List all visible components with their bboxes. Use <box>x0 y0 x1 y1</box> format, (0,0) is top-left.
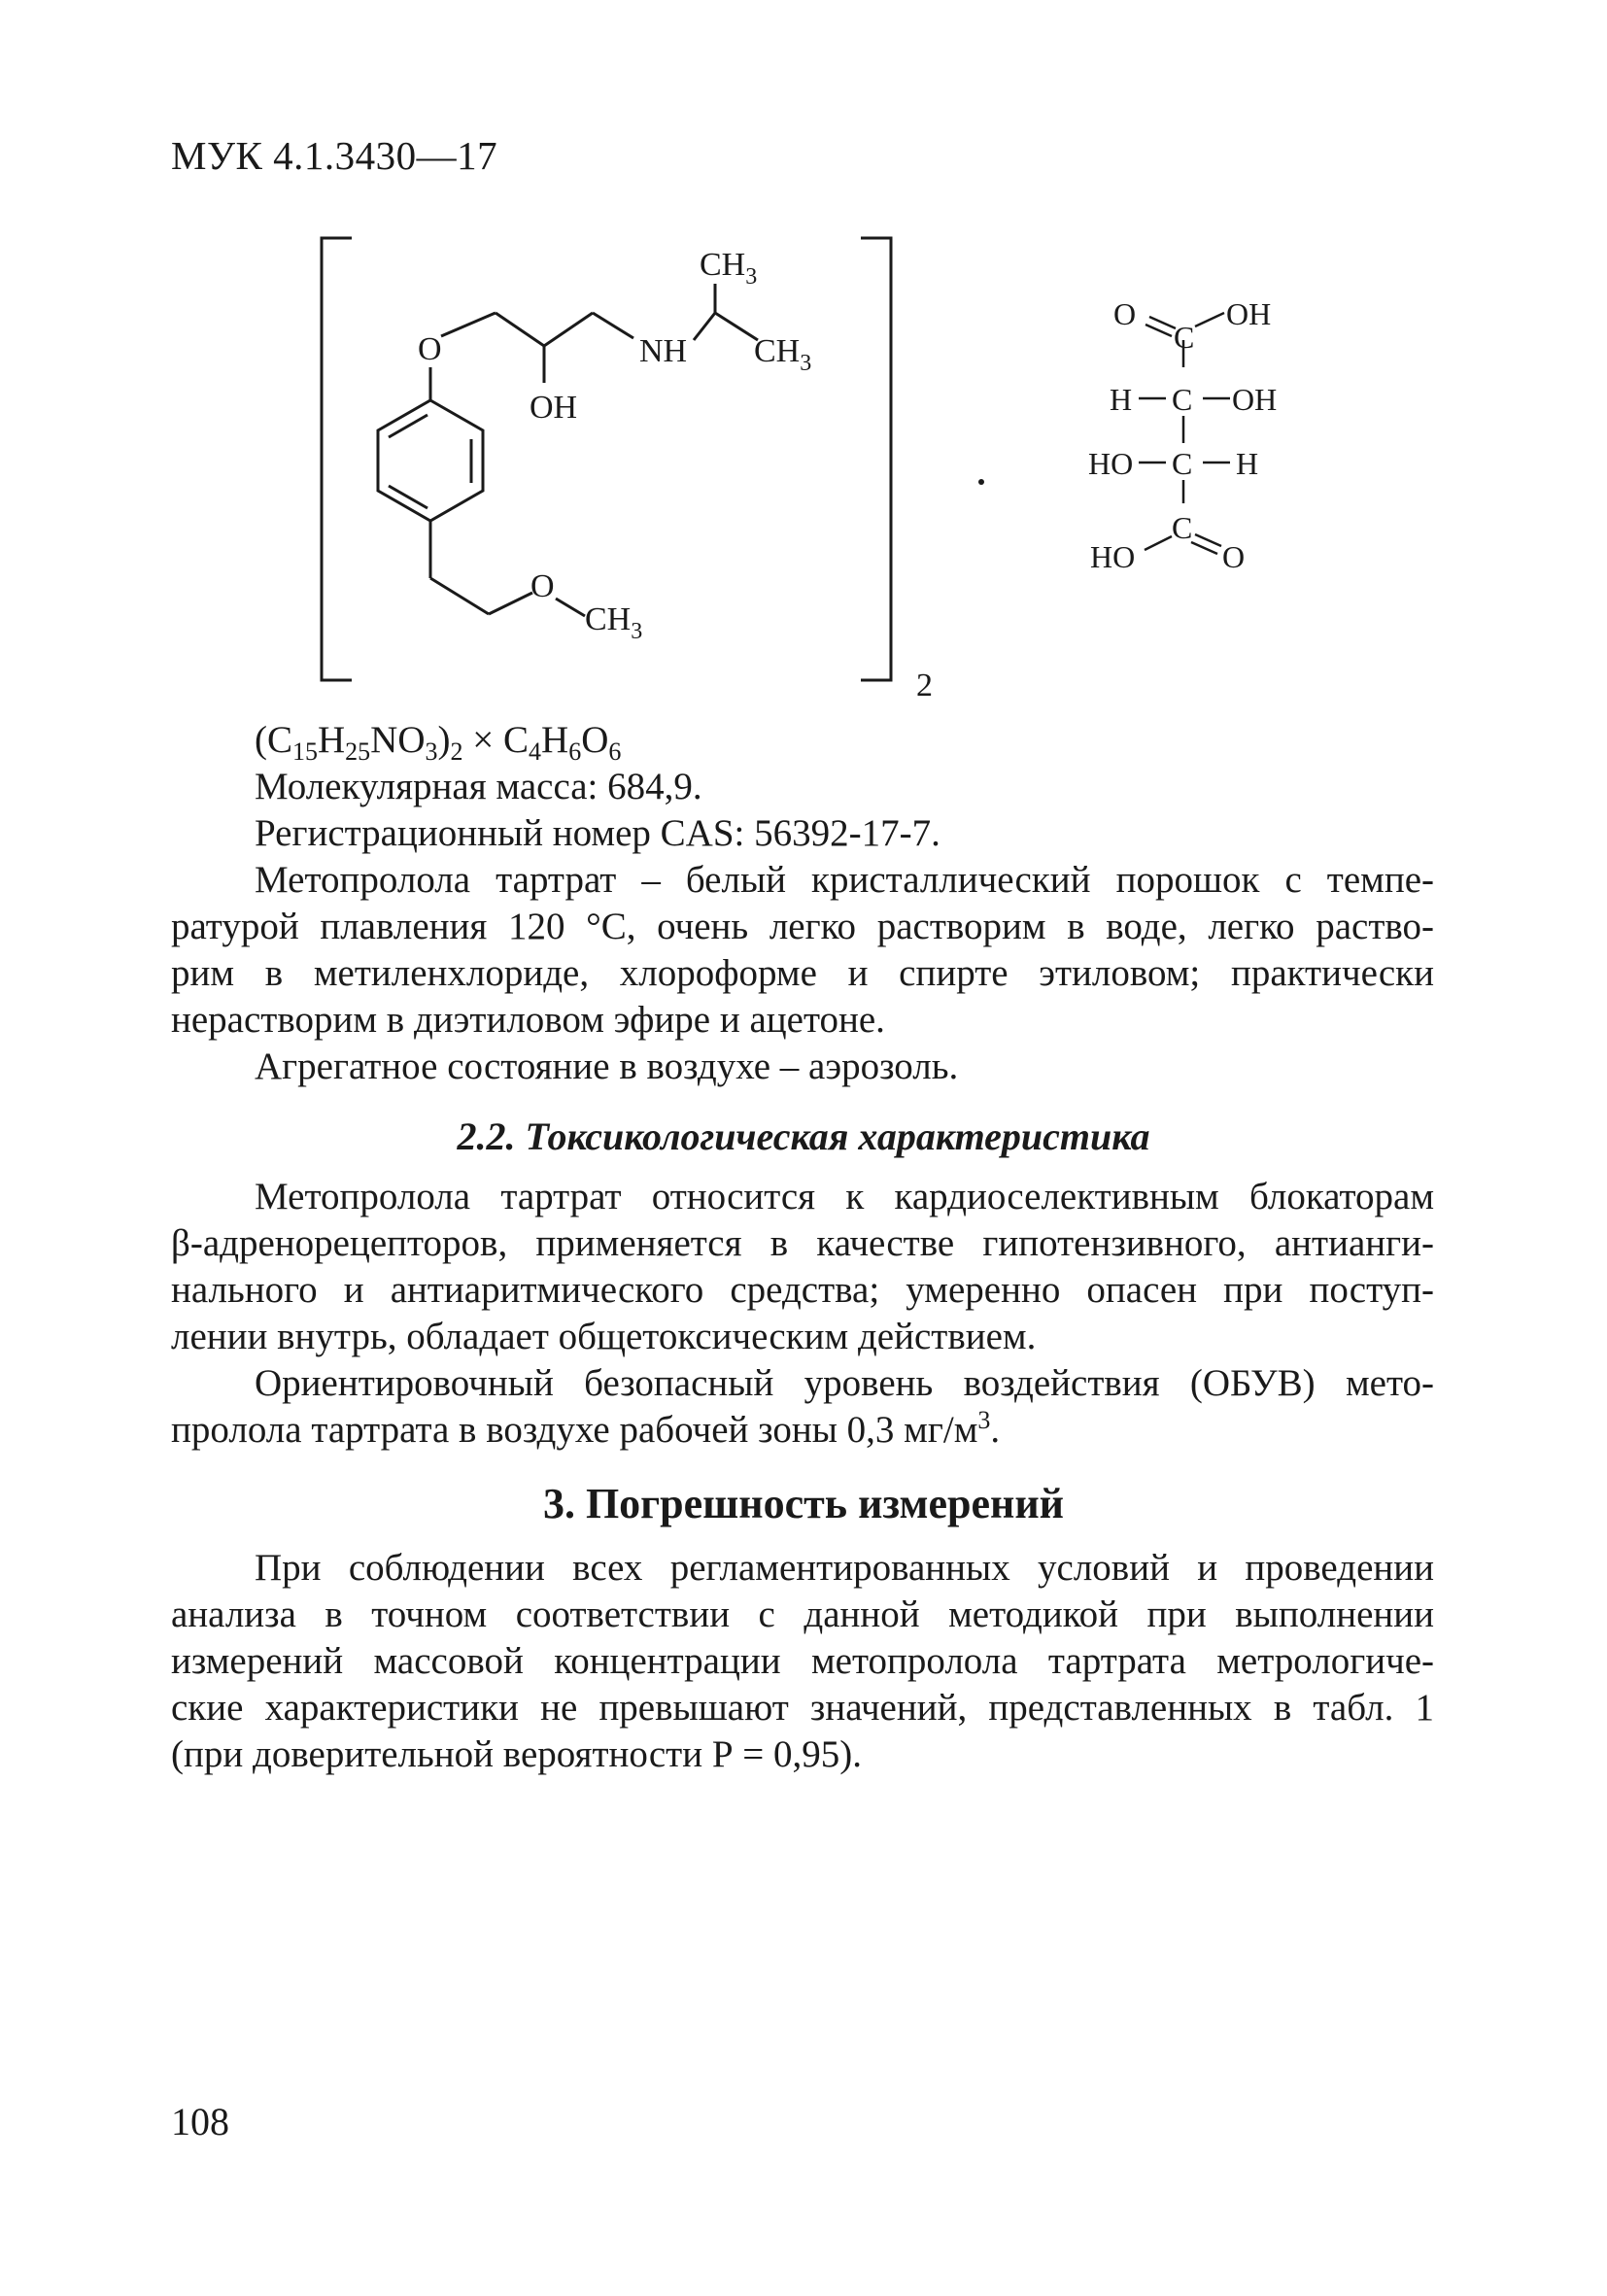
bond-c-oh-top <box>1195 313 1224 326</box>
ch3-top-label: $CH_3$ <box>700 247 758 290</box>
toxicology-paragraph <box>171 1174 1434 1360</box>
right-bracket <box>861 238 891 680</box>
separator-dot <box>978 479 984 485</box>
bond-c5-o <box>489 593 532 614</box>
error-line-3: измерений массовой концентрации метопролола тартрата метрологиче- <box>171 1640 1434 1682</box>
error-line-5: (при доверительной вероятности Р = 0,95). <box>171 1733 863 1775</box>
ch3-bottom-label: $CH_3$ <box>585 601 643 644</box>
bond-ch-ch3-right <box>715 313 758 340</box>
bond-c4-c5 <box>430 578 489 614</box>
obuv-paragraph <box>171 1360 1434 1454</box>
compound-info-block <box>171 717 1434 1090</box>
cas-number: Регистрационный номер CAS: 56392-17-7. <box>255 812 940 854</box>
left-bracket <box>322 238 352 680</box>
error-paragraph <box>171 1545 1434 1778</box>
ether-oxygen-label: O <box>418 331 442 367</box>
tartaric-h-right: H <box>1236 446 1259 481</box>
double-bond-top-a <box>1149 317 1176 328</box>
tartaric-c-top: C <box>1174 320 1195 355</box>
tartaric-c-mid1: C <box>1172 382 1193 417</box>
bond-c3-nh <box>593 313 633 338</box>
ch3-right-label: $CH_3$ <box>754 333 812 376</box>
double-bond-bottom-a <box>1195 534 1221 546</box>
bond-ho-c4 <box>1145 536 1172 550</box>
bond-c2-c3 <box>544 313 593 346</box>
description-line-3: рим в метиленхлориде, хлороформе и спирте этиловом; практически <box>171 952 1434 994</box>
toxicology-line-4: лении внутрь, обладает общетоксическим действием. <box>171 1316 1037 1357</box>
error-line-4: ские характеристики не превышают значений, представленных в табл. 1 <box>171 1687 1434 1729</box>
double-bond-bottom-b <box>1191 542 1217 554</box>
ring-inner-bond-2 <box>389 415 427 437</box>
obuv-line-2: пролола тартрата в воздухе рабочей зоны 0,3 $мг/м^3$. <box>171 1406 1001 1451</box>
structural-formula-figure <box>0 0 1607 738</box>
page-number: 108 <box>171 2100 229 2143</box>
bond-c1-c2 <box>496 313 544 346</box>
bond-o-c1 <box>441 313 496 336</box>
document-id-header: МУК 4.1.3430—17 <box>171 133 498 178</box>
section-heading: 3. Погрешность измерений <box>542 1480 1065 1527</box>
toxicology-line-3: нального и антиаритмического средства; умеренно опасен при поступ- <box>171 1269 1434 1311</box>
molecular-mass: Молекулярная масса: 684,9. <box>255 766 702 807</box>
description-line-1: Метопролола тартрат – белый кристаллический порошок с темпе- <box>255 859 1434 901</box>
error-line-1: При соблюдении всех регламентированных условий и проведении <box>255 1547 1434 1589</box>
empirical-formula: $(C_{15}H_{25}NO_3)_2 \times C_4H_6O_6$ <box>255 719 622 766</box>
error-line-2: анализа в точном соответствии с данной методикой при выполнении <box>171 1593 1434 1635</box>
double-bond-top-b <box>1145 325 1172 336</box>
description-line-4: нерастворим в диэтиловом эфире и ацетоне. <box>171 999 885 1041</box>
nh-label: NH <box>639 333 688 369</box>
tartaric-oh-mid1: OH <box>1232 382 1278 417</box>
benzene-ring <box>378 400 483 521</box>
toxicology-line-2: β-адренорецепторов, применяется в качестве гипотензивного, антианги- <box>171 1222 1434 1264</box>
tartaric-h-left: H <box>1110 382 1133 417</box>
bond-o-ch3 <box>556 599 585 616</box>
aggregate-state: Агрегатное состояние в воздухе – аэрозоль. <box>255 1045 959 1087</box>
tartaric-ho-bottom: HO <box>1090 539 1136 574</box>
description-line-2: ратурой плавления 120 °С, очень легко растворим в воде, легко раство- <box>171 906 1434 947</box>
tartaric-o-bottom: O <box>1222 539 1246 574</box>
tartaric-ho-mid2: HO <box>1088 446 1134 481</box>
tartaric-o-top: O <box>1113 296 1137 331</box>
subsection-heading: 2.2. Токсикологическая характеристика <box>457 1114 1150 1158</box>
bond-nh-ch <box>694 313 715 340</box>
toxicology-line-1: Метопролола тартрат относится к кардиоселективным блокаторам <box>255 1176 1434 1217</box>
tartaric-oh-top: OH <box>1226 296 1272 331</box>
metoprolol-labels <box>418 247 811 644</box>
obuv-line-1: Ориентировочный безопасный уровень воздействия (ОБУВ) мето- <box>255 1362 1434 1404</box>
methoxy-oxygen-label: O <box>530 568 555 604</box>
tartaric-c-mid2: C <box>1172 446 1193 481</box>
ring-inner-bond-3 <box>389 486 427 508</box>
multiplier-subscript: 2 <box>916 668 933 703</box>
hydroxyl-label: OH <box>530 390 578 426</box>
tartaric-c-bottom: C <box>1172 510 1193 545</box>
